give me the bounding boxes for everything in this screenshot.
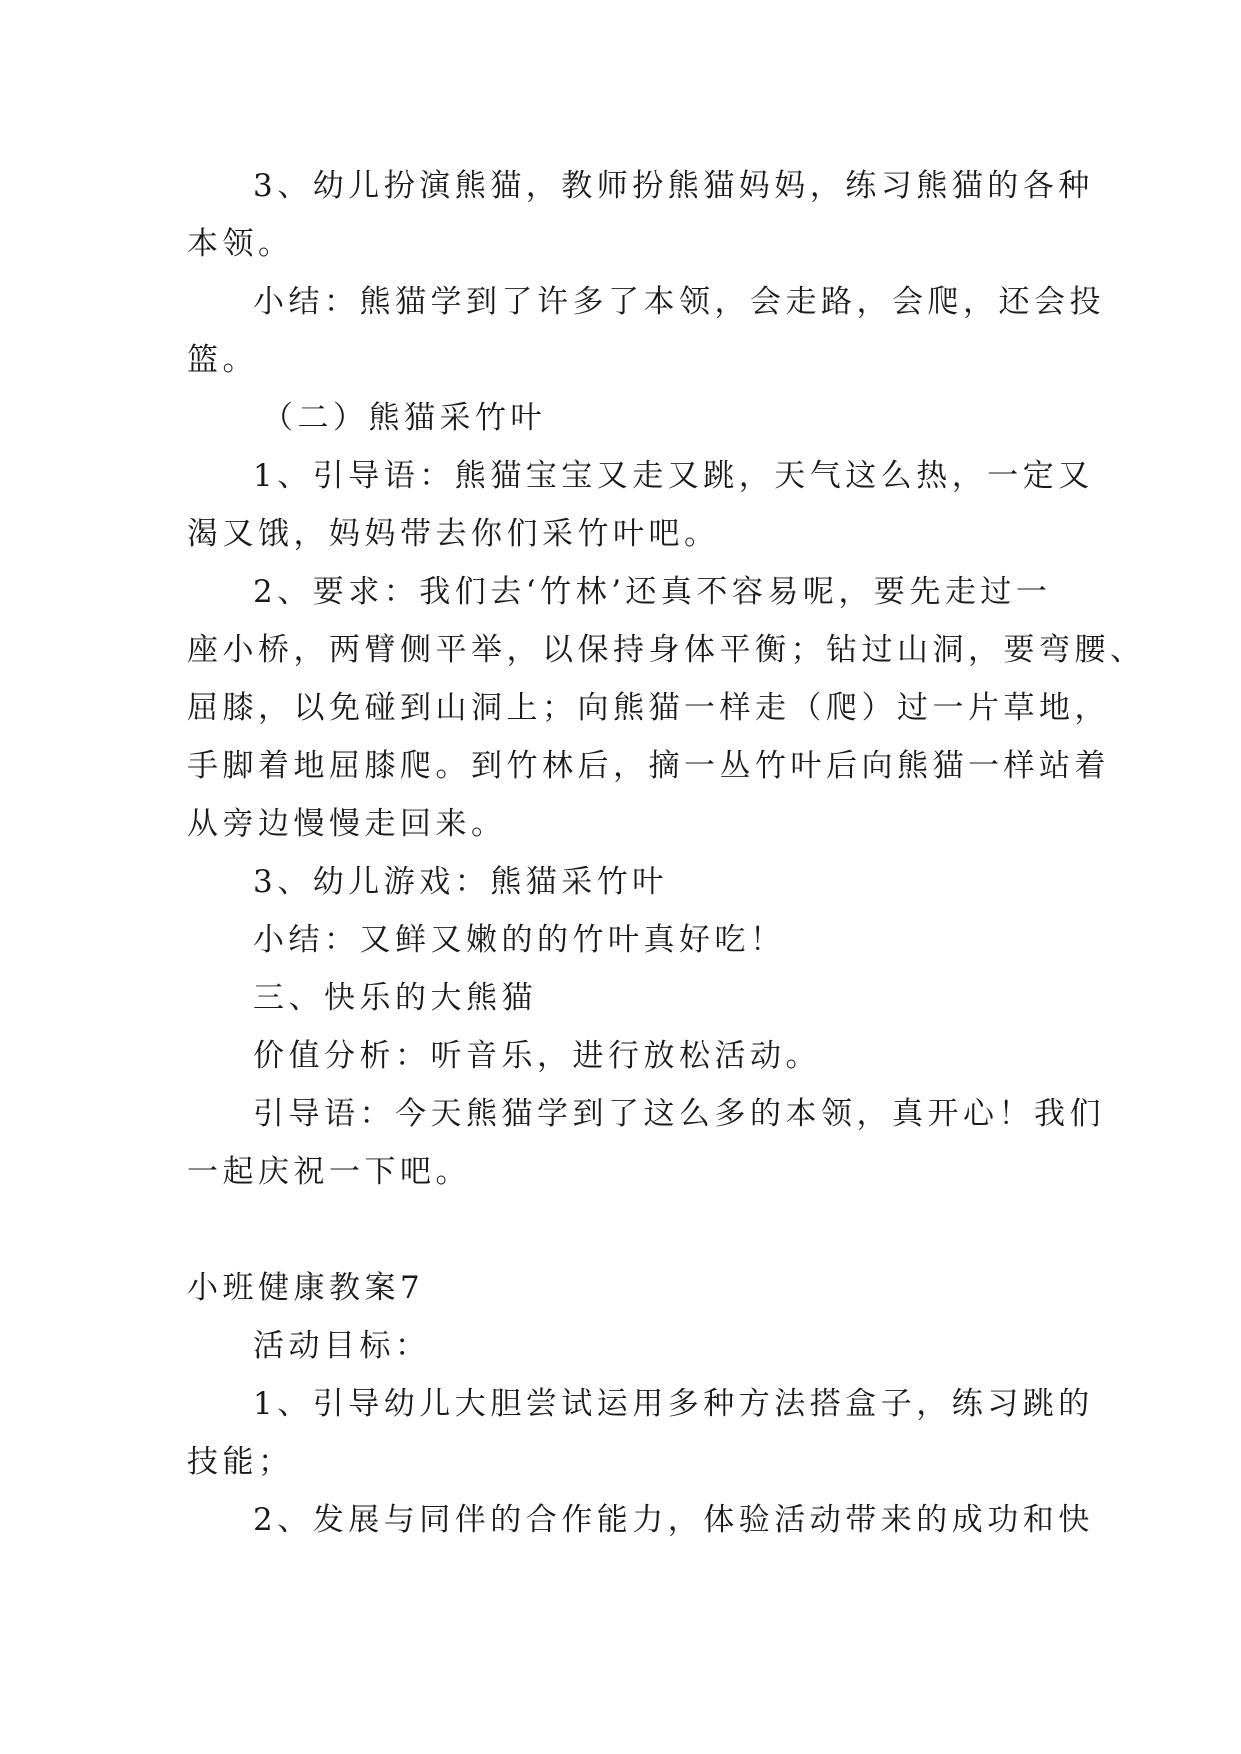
paragraph-line: 活动目标： <box>253 1328 431 1364</box>
paragraph-line: 一起庆祝一下吧。 <box>187 1154 471 1190</box>
section-heading: 三、快乐的大熊猫 <box>253 980 537 1016</box>
paragraph-line: 3、幼儿扮演熊猫，教师扮熊猫妈妈，练习熊猫的各种 <box>253 168 1094 204</box>
paragraph-line: 手脚着地屈膝爬。到竹林后，摘一丛竹叶后向熊猫一样站着 <box>187 748 1110 784</box>
paragraph-line: 从旁边慢慢走回来。 <box>187 806 507 842</box>
paragraph-line: 引导语：今天熊猫学到了这么多的本领，真开心！我们 <box>253 1096 1105 1132</box>
paragraph-line: 座小桥，两臂侧平举，以保持身体平衡；钻过山洞，要弯腰、 <box>187 632 1146 668</box>
paragraph-line: 小结：熊猫学到了许多了本领，会走路，会爬，还会投 <box>253 284 1105 320</box>
paragraph-line: 渴又饿，妈妈带去你们采竹叶吧。 <box>187 516 720 552</box>
paragraph-line: 篮。 <box>187 342 258 378</box>
paragraph-line: 屈膝，以免碰到山洞上；向熊猫一样走（爬）过一片草地， <box>187 690 1110 726</box>
paragraph-line: 本领。 <box>187 226 294 262</box>
section-heading: （二）熊猫采竹叶 <box>262 400 546 436</box>
paragraph-line: 1、引导幼儿大胆尝试运用多种方法搭盒子，练习跳的 <box>253 1386 1094 1422</box>
paragraph-line: 1、引导语：熊猫宝宝又走又跳，天气这么热，一定又 <box>253 458 1094 494</box>
paragraph-line: 价值分析：听音乐，进行放松活动。 <box>253 1038 821 1074</box>
paragraph-line: 2、要求：我们去‘竹林’还真不容易呢，要先走过一 <box>253 574 1052 610</box>
paragraph-line: 3、幼儿游戏：熊猫采竹叶 <box>253 864 668 900</box>
paragraph-line: 2、发展与同伴的合作能力，体验活动带来的成功和快 <box>253 1502 1094 1538</box>
paragraph-line: 小结：又鲜又嫩的的竹叶真好吃！ <box>253 922 786 958</box>
document-title: 小班健康教案7 <box>187 1270 425 1306</box>
paragraph-line: 技能； <box>187 1444 294 1480</box>
